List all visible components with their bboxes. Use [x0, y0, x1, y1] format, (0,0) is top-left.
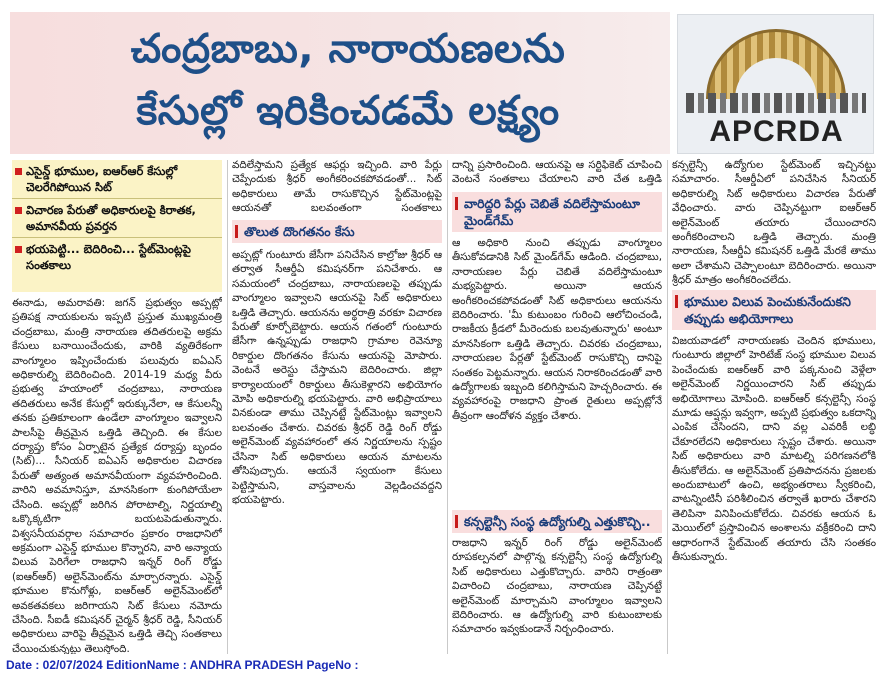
article-column-3-bottom: [452, 536, 662, 654]
subhead: [232, 220, 442, 243]
subhead: [452, 192, 662, 232]
highlights-box: [12, 160, 222, 292]
column-divider: [227, 160, 228, 654]
article-column-3: [452, 236, 662, 506]
apcrda-logo: [677, 14, 874, 154]
edition-dateline: Date : 02/07/2024 EditionName : ANDHRA PRADESH PageNo :: [6, 658, 359, 672]
highlight-text: ఎసైన్డ్ భూముల, ఐఆర్ఆర్ కేసుల్లో చెలరేగిపోయిన సిట్: [26, 164, 178, 194]
skyline-icon: [686, 93, 866, 113]
logo-text: APCRDA: [709, 115, 844, 148]
headline-line-1: చంద్రబాబు, నారాయణలను: [130, 26, 566, 72]
subhead-text: భూముల విలువ పెంచుకునేందుకని తప్పుడు అభియోగాలు: [684, 294, 851, 326]
article-text: కన్సల్టెన్సీ ఉద్యోగుల స్టేట్‌మెంట్ ఇచ్చినట్టు సమాచారం. సీఆర్డీఏలో పనిచేసిన సీనియర్ అధికారుల్ని సిట్ అధికారులు విచారణ పేరుతో వేధించారు. వారు చెప్పినట్టుగా ఐఆర్ఆర్ అలైన్‌మెంట్ తయారు చేయించారని అంగీకరించాలని ఒత్తిడి తెచ్చారు. మంత్రి నారాయణ, సీఆర్డీఏ కమిషనర్ ఒత్తిడి మేరకే తాము అలా చేశామని చెప్పాలంటూ బెదిరించారు. అయినా శ్రీధర్ మాత్రం అంగీకరించలేదు.: [672, 159, 876, 286]
subhead-marker: [675, 295, 678, 308]
headline-band: [10, 12, 670, 154]
subhead-text: వారిద్దరి పేర్లు చెబితే వదిలేస్తామంటూ మైండ్‌గేమ్: [464, 196, 640, 228]
highlight-item: [12, 199, 222, 238]
article-column-2: [232, 248, 442, 654]
article-text: రాజధాని ఇన్నర్ రింగ్ రోడ్డు అలైన్‌మెంట్ రూపకల్పనలో పాల్గొన్న కన్సల్టెన్సీ సంస్థ ఉద్యోగుల్ని సిట్ అధికారులు ఎత్తుకొచ్చారు. వారిని రాత్రంతా విచారించి చంద్రబాబు, నారాయణ చెప్పినట్టే అలైన్‌మెంట్ మార్చామని వాంగ్మూలం ఇవ్వాలని బెదిరించారు. ఆ ఉద్యోగుల్ని వారి కుటుంబాలకు సమాచారం ఇవ్వకుండానే నిర్బంధించారు.: [452, 537, 662, 636]
article-text: ఆ అధికారి నుంచి తప్పుడు వాంగ్మూలం తీసుకోవడానికి సిట్ మైండ్‌గేమ్ ఆడింది. చంద్రబాబు, నారాయణల పేర్లు చెబితే వదిలేస్తామంటూ మభ్యపెట్టారు. అయినా ఆయన అంగీకరించకపోవడంతో సిట్ అధికారులు ఆయనను బెదిరించారు. 'మీ కుటుంబం గురించి ఆలోచించండి, రాజకీయ క్రీడలో మీరెందుకు బలవుతున్నారు' అంటూ మానసికంగా ఒత్తిడి తెచ్చారు. చివరకు చంద్రబాబు, నారాయణల పేర్లతో స్టేట్‌మెంట్ రాసుకొచ్చి దానిపై సంతకం పెట్టమన్నారు. ఆయన నిరాకరించడంతో వారి ఉద్యోగాలకు ఇబ్బంది కలిగిస్తామని హెచ్చరించారు. ఈ వ్యవహారంపై రాజధాని ప్రాంత రైతులు అప్పట్లోనే తీవ్రంగా ఆందోళన వ్యక్తం చేశారు.: [452, 237, 662, 422]
column-divider: [447, 160, 448, 654]
subhead-text: కన్సల్టెన్సీ సంస్థ ఉద్యోగుల్ని ఎత్తుకొచ్చి..: [464, 514, 651, 529]
highlight-item: [12, 238, 222, 276]
highlight-text: భయపెట్టి... బెదిరించి... స్టేట్‌మెంట్లపై సంతకాలు: [26, 242, 191, 272]
bullet-icon: [15, 168, 22, 175]
article-column-1: [12, 296, 222, 654]
subhead-text: తొలుత దొంగతనం కేసు: [244, 224, 355, 239]
article-text: ఈనాడు, అమరావతి: జగన్ ప్రభుత్వం అప్పట్లో ప్రతిపక్ష నాయకులను ఇప్పటి ప్రస్తుత ముఖ్యమంత్రి చంద్రబాబు, మంత్రి నారాయణ తదితరులపై అక్రమ కేసులు బనాయించేందుకు, వారికి వ్యతిరేకంగా వాంగ్మూలం ఇప్పించేందుకు పలువురు ఐఏఎస్ అధికారుల్ని బెదిరించింది. 2014-19 మధ్య వీరు ప్రభుత్వ హయాంలో చంద్రబాబు, నారాయణ తదితరులు అనేక కేసుల్లో ఇరుక్కునేలా, ఆ కేసులన్నీ తనకు ప్రతికూలంగా ఉండేలా వాంగ్మూలం ఇవ్వాలని పాలసీపై తీవ్రమైన ఒత్తిడి తెచ్చింది. ఈ కేసుల దర్యాప్తు కోసం ఏర్పాటైన ప్రత్యేక దర్యాప్తు బృందం (సిట్)... సీనియర్ ఐఏఎస్ అధికారుల విచారణ పేరుతో అత్యంత అమానవీయంగా వ్యవహరించింది. వారిని అవమానిస్తూ, మానసికంగా కుంగిపోయేలా చేసింది. అప్పట్లో జరిగిన పోరాటాల్ని, నిర్ణయాల్ని ఒక్కొక్కటిగా బయటపెడుతున్నారు. విశ్వసనీయవర్గాల సమాచారం ప్రకారం రాజధానిలో అక్రమంగా ఎసైన్డ్ భూముల కొన్నారని, వారి అన్యాయ విలువ పెరిగేలా రాజధాని ఇన్నర్ రింగ్ రోడ్డు (ఐఆర్ఆర్) అలైన్‌మెంట్‌ను మార్చారన్నారు. ఎసైన్డ్ భూముల కొనుగోళ్లు, ఐఆర్ఆర్ అలైన్‌మెంట్‌లో అవకతవకలు జరిగాయని సిట్ కేసులు నమోదు చేసింది. సీఐడీ కమిషనర్ చైర్మన్ శ్రీధర్ రెడ్డి, సీనియర్ అధికారులు వారిపై తీవ్రమైన ఒత్తిడి తెచ్చి సంతకాలు చేయించుకున్నట్టు తెలుస్తోంది.: [12, 297, 222, 654]
article-column-2-top: [232, 158, 442, 216]
subhead-marker: [235, 225, 238, 238]
subhead: [452, 510, 662, 533]
article-column-4: [672, 334, 876, 654]
subhead-marker: [455, 515, 458, 528]
bullet-icon: [15, 207, 22, 214]
article-text: అప్పట్లో గుంటూరు జేసీగా పనిచేసిన కాల్రోజు శ్రీధర్ ఆ తర్వాత సీఆర్డీఏ కమిషనర్‌గా పనిచేశారు. ఆ సమయంలో చంద్రబాబు, నారాయణలపై తప్పుడు వాంగ్మూలం ఇవ్వాలని ఆయనపై సిట్ అధికారులు ఒత్తిడి తెచ్చారు. ఆయనను అర్థరాత్రి వరకూ విచారణ పేరుతో కూర్చోబెట్టారు. ఆయన గతంలో గుంటూరు జేసీగా ఉన్నప్పుడు రాజధాని గ్రామాల రెవెన్యూ రికార్డుల దొంగతనం కేసును ఆయనపై మోపారు. వెంటనే అరెస్టు చేస్తామని బెదిరించారు. జిల్లా కార్యాలయంలో రికార్డులు తీసుకెళ్లారని అభియోగం మోపి అధికారుల్ని భయపెట్టారు. వారి అభిప్రాయాలు వినకుండా తాము చెప్పినట్టే స్టేట్‌మెంట్లు ఇవ్వాలని బలవంతం చేశారు. చివరకు శ్రీధర్ రెడ్డి రింగ్ రోడ్డు అలైన్‌మెంట్ వ్యవహారంలో తన నిర్ణయాలను స్పష్టం చేసినా సిట్ అధికారులు ఆయన మాటలను తోసిపుచ్చారు. ఆయనే స్వయంగా కేసులు పెట్టిస్తామని, వాస్తవాలను వెల్లడించవద్దని భయపెట్టారు.: [232, 249, 442, 506]
subhead: [672, 290, 876, 330]
article-column-3-top: [452, 158, 662, 188]
headline: [28, 18, 668, 142]
article-text: విజయవాడలో నారాయణకు చెందిన భూములు, గుంటూరు జిల్లాలో హెరిటేజ్ సంస్థ భూముల విలువ పెంచేందుకు ఐఆర్ఆర్ వారి పక్కనుంచి వెళ్లేలా అలైన్‌మెంట్ నిర్ణయించారని సిట్ తప్పుడు అభియోగాలు మోపింది. ఐఆర్ఆర్ కన్సల్టెన్సీ సంస్థ మూడు ఆప్షన్లు ఇవ్వగా, అప్పటి ప్రభుత్వం ఒకదాన్ని ఎంపిక చేసిందని, దాని వల్ల ఎవరికీ లబ్ధి చేకూరలేదని అధికారులు స్పష్టం చేశారు. అయినా సిట్ అధికారులు వారి మాటల్ని పరిగణనలోకి తీసుకోలేదు. ఆ అలైన్‌మెంట్ ప్రతిపాదనను ప్రజలకు అందుబాటులో ఉంచి, అభ్యంతరాలు స్వీకరించి, వాటన్నింటినీ పరిశీలించిన తర్వాతే ఖరారు చేశారని తెలిపినా వినిపించుకోలేదు. చివరకు ఆయన ఓ మెయిల్‌లో ప్రస్తావించిన అంశాలను వక్రీకరించి దాని ఆధారంగానే స్టేట్‌మెంట్ తయారు చేసి సంతకం తీసుకున్నారు.: [672, 335, 876, 564]
dome-icon: [706, 29, 846, 99]
subhead-marker: [455, 197, 458, 210]
newspaper-clipping: [4, 4, 880, 656]
headline-line-2: కేసుల్లో ఇరికించడమే లక్ష్యం: [136, 88, 560, 134]
column-divider: [667, 160, 668, 654]
article-text: దాన్ని ప్రసారించింది. ఆయనపై ఆ సర్టిఫికెట్ చూపించి వెంటనే సంతకాలు చేయాలని వారి చేత ఒత్తిడి: [452, 159, 662, 186]
highlight-item: [12, 160, 222, 199]
highlight-text: విచారణ పేరుతో అధికారులపై కిరాతక, అమానవీయ ప్రవర్తన: [26, 203, 196, 233]
bullet-icon: [15, 246, 22, 253]
article-text: వదిలేస్తామని ప్రత్యేక ఆఫర్లు ఇచ్చింది. వారి పేర్లు చెప్పేందుకు శ్రీధర్ అంగీకరించకపోవడంతో... సిట్ అధికారులు తామే రాసుకొచ్చిన స్టేట్‌మెంట్లపై ఆయనతో బలవంతంగా సంతకాలు: [232, 159, 442, 215]
article-column-4-top: [672, 158, 876, 286]
